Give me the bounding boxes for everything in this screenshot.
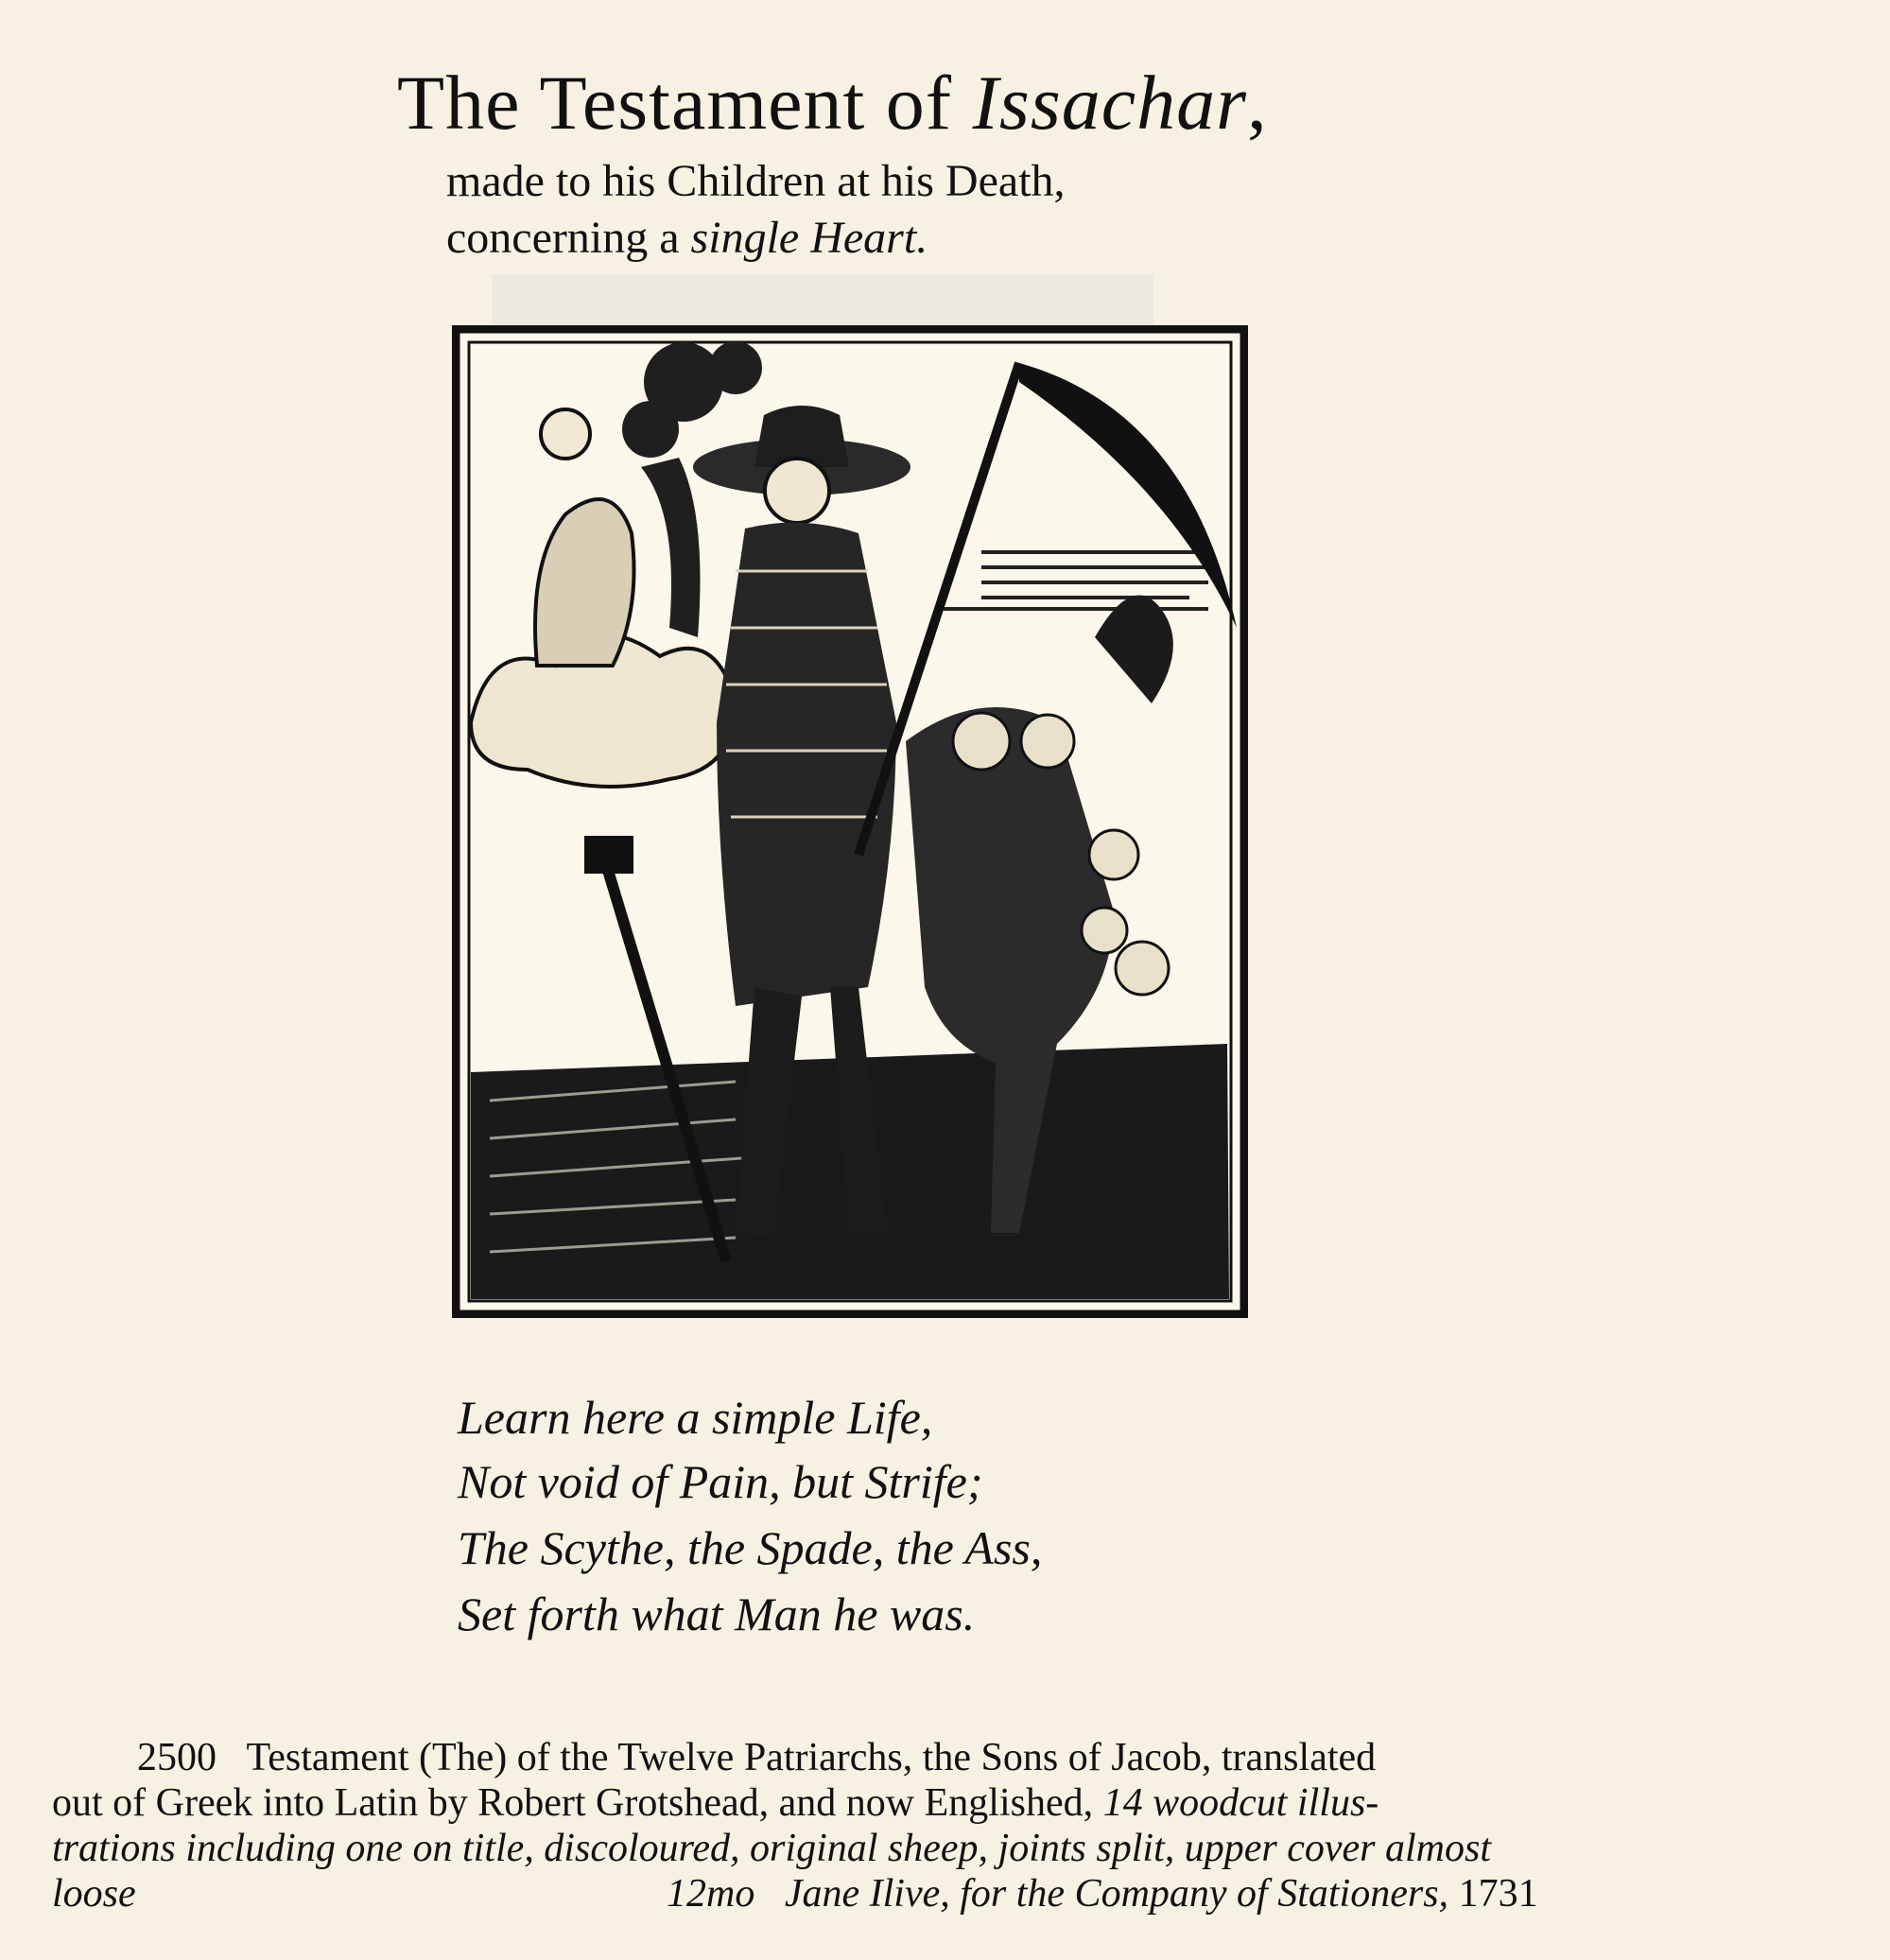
entry-format: 12mo (667, 1872, 755, 1916)
verse-line-1: Learn here a simple Life, (458, 1391, 933, 1444)
subtitle-line-2-italic: single Heart. (690, 213, 928, 263)
subtitle-line-1: made to his Children at his Death, (446, 156, 1066, 206)
title-name: Issachar (972, 60, 1248, 146)
book-title (397, 59, 1268, 147)
entry-line-2-roman: out of Greek into Latin by Robert Grotshead, and now Englished, (52, 1781, 1103, 1825)
entry-line-1 (137, 1736, 1376, 1780)
subtitle-line-2-roman: concerning a (446, 213, 691, 263)
entry-line-3-italic: trations including one on title, discoloured, original sheep, joints split, upper cover almost (52, 1827, 1492, 1870)
title-suffix: , (1247, 60, 1268, 146)
entry-publisher: Jane Ilive, for the Company of Stationers, (784, 1872, 1449, 1916)
subtitle-line-2 (446, 212, 928, 264)
entry-title-text: Testament (The) of the Twelve Patriarchs, the Sons of Jacob, translated (246, 1736, 1377, 1779)
entry-year: 1731 (1458, 1872, 1538, 1916)
entry-line-3 (52, 1827, 1491, 1871)
entry-number: 2500 (137, 1736, 217, 1779)
entry-line-2 (52, 1781, 1378, 1826)
entry-imprint (667, 1872, 1538, 1917)
verse-line-3: The Scythe, the Spade, the Ass, (458, 1521, 1043, 1574)
entry-line-4 (52, 1872, 136, 1917)
entry-line-2-italic: 14 woodcut illus- (1102, 1781, 1379, 1825)
verse-line-2: Not void of Pain, but Strife; (458, 1455, 983, 1508)
entry-line-4-italic: loose (52, 1872, 136, 1916)
title-prefix: The Testament of (397, 60, 973, 146)
verse-line-4: Set forth what Man he was. (458, 1587, 976, 1640)
woodcut-illustration (452, 325, 1248, 1318)
